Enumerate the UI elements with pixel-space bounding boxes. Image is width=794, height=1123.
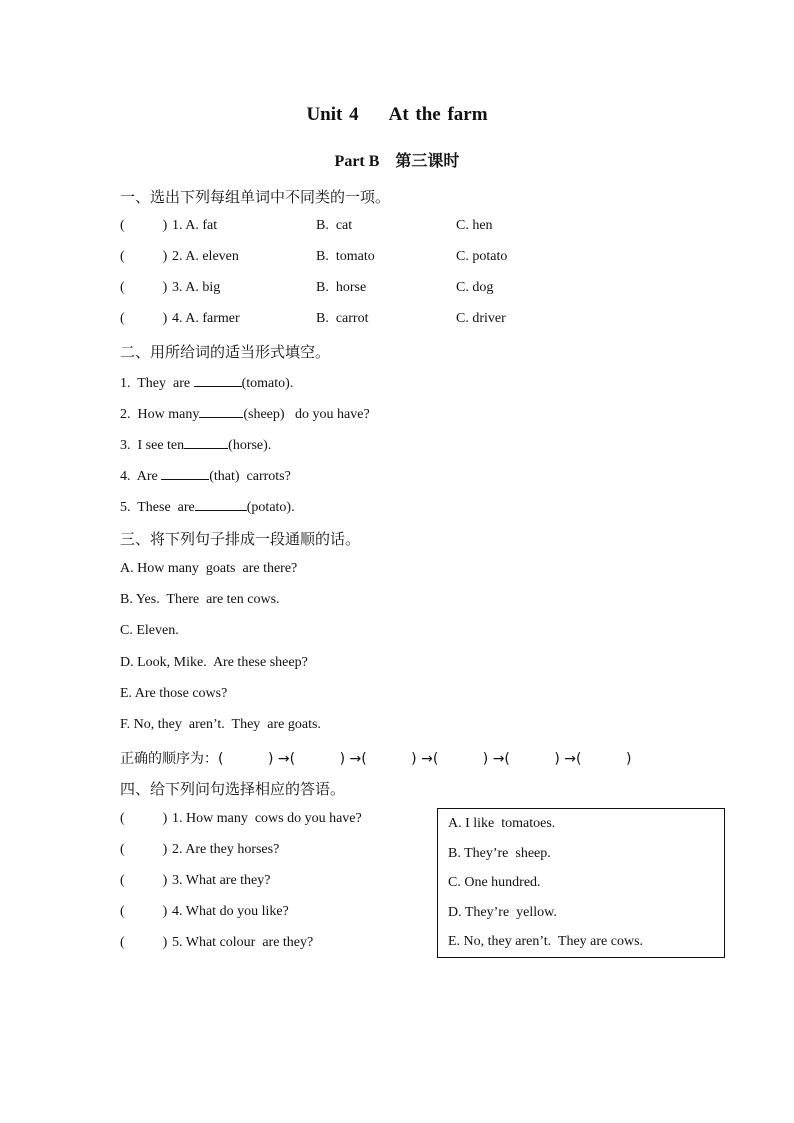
answer-paren[interactable] <box>120 904 172 920</box>
sentence-item: A. How many goats are there? <box>120 561 298 576</box>
question-row <box>120 811 362 827</box>
order-label: 正确的顺序为： <box>120 751 218 767</box>
sentence-end: (tomato). <box>241 376 294 391</box>
answer-option: E. No, they aren’t. They are cows. <box>448 934 644 949</box>
answer-option: D. They’re yellow. <box>448 904 557 920</box>
paren-close: ) <box>162 311 168 326</box>
unit-title: At the farm <box>388 104 488 125</box>
item-number: 1. <box>172 218 183 233</box>
paren-open: ( <box>120 811 125 826</box>
question-text: 4. What do you like? <box>172 904 289 919</box>
option-c: C. driver <box>456 311 506 326</box>
paren-open: ( <box>120 842 125 857</box>
paren-close: ) <box>162 935 168 950</box>
option-a: A. big <box>185 280 221 295</box>
answer-paren[interactable] <box>120 280 172 296</box>
option-c: C. dog <box>456 280 494 295</box>
paren-close: ) <box>162 218 168 233</box>
sentence-start: 3. I see ten <box>120 438 185 453</box>
section4-heading: 四、给下列问句选择相应的答语。 <box>120 780 346 798</box>
sentence-end: (sheep) do you have? <box>243 407 370 422</box>
sentence-start: 1. They are <box>120 376 194 391</box>
sentence-item: F. No, they aren’t. They are goats. <box>120 717 321 732</box>
page-title <box>0 104 794 126</box>
answer-blank[interactable] <box>184 436 228 449</box>
option-a: A. eleven <box>185 249 239 264</box>
item-number: 3. <box>172 280 183 295</box>
section3-heading: 三、将下列句子排成一段通顺的话。 <box>120 530 361 548</box>
fill-blank-row <box>120 405 370 423</box>
sentence-start: 4. Are <box>120 469 162 484</box>
sentence-item: B. Yes. There are ten cows. <box>120 592 280 608</box>
paren-open: ( <box>120 311 125 326</box>
answer-option: A. I like tomatoes. <box>448 816 556 831</box>
answer-paren[interactable] <box>120 842 172 858</box>
sentence-end: (potato). <box>246 500 295 515</box>
item-number: 2. <box>172 249 183 264</box>
sentence-start: 2. How many <box>120 407 200 422</box>
fill-blank-row <box>120 498 295 516</box>
answer-option: C. One hundred. <box>448 875 541 890</box>
option-a: A. fat <box>185 218 218 233</box>
choice-row <box>120 311 240 327</box>
question-text: 1. How many cows do you have? <box>172 811 362 826</box>
order-answer-line <box>120 748 631 768</box>
question-text: 2. Are they horses? <box>172 842 280 857</box>
option-b: B. tomato <box>316 249 375 264</box>
paren-open: ( <box>120 935 125 950</box>
answer-blank[interactable] <box>195 498 247 511</box>
order-slots[interactable]: ( ) →( ) →( ) →( ) →( ) →( ) <box>218 751 632 767</box>
paren-open: ( <box>120 873 125 888</box>
unit-number: Unit 4 <box>306 104 359 125</box>
question-row <box>120 873 270 889</box>
sentence-start: 5. These are <box>120 500 195 515</box>
sentence-item: C. Eleven. <box>120 623 179 639</box>
paren-close: ) <box>162 904 168 919</box>
paren-close: ) <box>162 873 168 888</box>
answer-paren[interactable] <box>120 873 172 889</box>
paren-close: ) <box>162 811 168 826</box>
option-c: C. hen <box>456 218 493 233</box>
option-a: A. farmer <box>185 311 240 326</box>
question-row <box>120 904 289 920</box>
choice-row <box>120 280 220 296</box>
fill-blank-row <box>120 467 291 485</box>
item-number: 4. <box>172 311 183 326</box>
option-c: C. potato <box>456 249 508 264</box>
paren-open: ( <box>120 249 125 264</box>
option-b: B. carrot <box>316 311 369 326</box>
paren-close: ) <box>162 842 168 857</box>
question-row <box>120 935 313 951</box>
answer-paren[interactable] <box>120 935 172 951</box>
sentence-item: D. Look, Mike. Are these sheep? <box>120 654 308 670</box>
question-text: 3. What are they? <box>172 873 271 888</box>
answer-blank[interactable] <box>194 374 242 387</box>
question-row <box>120 842 279 858</box>
answer-option: B. They’re sheep. <box>448 845 551 861</box>
sentence-end: (horse). <box>228 438 272 453</box>
section2-heading: 二、用所给词的适当形式填空。 <box>120 343 331 361</box>
fill-blank-row <box>120 374 293 392</box>
answer-paren[interactable] <box>120 249 172 265</box>
answer-blank[interactable] <box>161 467 209 480</box>
answer-paren[interactable] <box>120 218 172 234</box>
lesson-label: 第三课时 <box>395 153 460 170</box>
choice-row <box>120 249 239 265</box>
answer-blank[interactable] <box>199 405 243 418</box>
answer-paren[interactable] <box>120 811 172 827</box>
sentence-end: (that) carrots? <box>209 469 291 484</box>
sentence-item: E. Are those cows? <box>120 685 228 701</box>
answer-options-box <box>437 808 725 958</box>
paren-open: ( <box>120 218 125 233</box>
section1-heading: 一、选出下列每组单词中不同类的一项。 <box>120 188 391 206</box>
paren-close: ) <box>162 280 168 295</box>
paren-open: ( <box>120 280 125 295</box>
answer-paren[interactable] <box>120 311 172 327</box>
option-b: B. cat <box>316 218 353 233</box>
question-text: 5. What colour are they? <box>172 935 314 950</box>
option-b: B. horse <box>316 280 367 295</box>
choice-row <box>120 218 217 234</box>
page-subtitle <box>0 148 794 171</box>
part-label: Part B <box>334 153 380 170</box>
paren-open: ( <box>120 904 125 919</box>
fill-blank-row <box>120 436 271 454</box>
paren-close: ) <box>162 249 168 264</box>
